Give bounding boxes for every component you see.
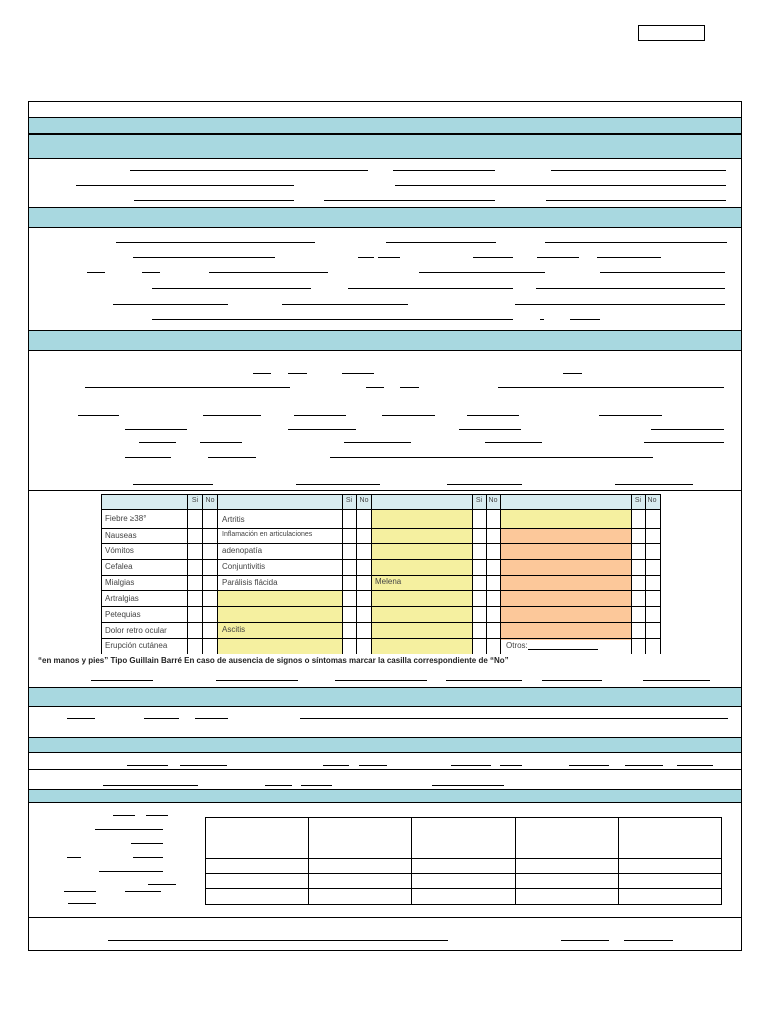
section-band-7 — [28, 789, 742, 803]
form-code-box[interactable] — [638, 25, 705, 41]
no-header: No — [647, 497, 657, 504]
header-row-fill — [101, 494, 661, 509]
symptom-label: Cefalea — [105, 562, 133, 571]
section-band-4 — [28, 330, 742, 351]
symptom-label: Parálisis flácida — [222, 578, 278, 587]
yes-header: Si — [345, 497, 353, 504]
symptom-label: Petequias — [105, 610, 141, 619]
no-header: No — [359, 497, 369, 504]
symptom-label: Artralgias — [105, 594, 139, 603]
section-band-1 — [28, 117, 742, 134]
yes-header: Si — [634, 497, 642, 504]
symptom-label: Mialgias — [105, 578, 135, 587]
symptom-label: Nauseas — [105, 531, 137, 540]
symptom-label: Fiebre ≥38° — [105, 514, 147, 523]
orange-fill — [500, 528, 631, 640]
section-band-6 — [28, 737, 742, 753]
yes-header: Si — [475, 497, 483, 504]
symptom-label: Melena — [375, 577, 402, 586]
symptom-label: Conjuntivitis — [222, 562, 266, 571]
no-header: No — [205, 497, 215, 504]
yes-header: Si — [191, 497, 199, 504]
symptom-label: Dolor retro ocular — [105, 626, 167, 635]
instruction-note: “en manos y pies” Tipo Guillain Barré En caso de ausencia de signos o síntomas marcar la casilla correspondiente de “No” — [38, 656, 509, 665]
symptom-label: Artritis — [222, 515, 245, 524]
symptom-label: adenopatía — [222, 546, 263, 555]
other-symptoms-label: Otros: — [506, 641, 528, 650]
separator — [28, 490, 742, 491]
symptom-label: Ascitis — [222, 625, 246, 634]
symptom-label: Vómitos — [105, 546, 134, 555]
separator — [28, 917, 742, 918]
symptom-label: Erupción cutánea — [105, 641, 168, 650]
section-band-2 — [28, 134, 742, 159]
yellow-fill — [500, 509, 631, 528]
no-header: No — [488, 497, 498, 504]
section-band-5 — [28, 687, 742, 707]
separator — [28, 769, 742, 770]
section-band-3 — [28, 207, 742, 228]
other-symptoms-field[interactable] — [528, 649, 598, 650]
symptom-label: Inflamación en articulaciones — [222, 531, 313, 538]
